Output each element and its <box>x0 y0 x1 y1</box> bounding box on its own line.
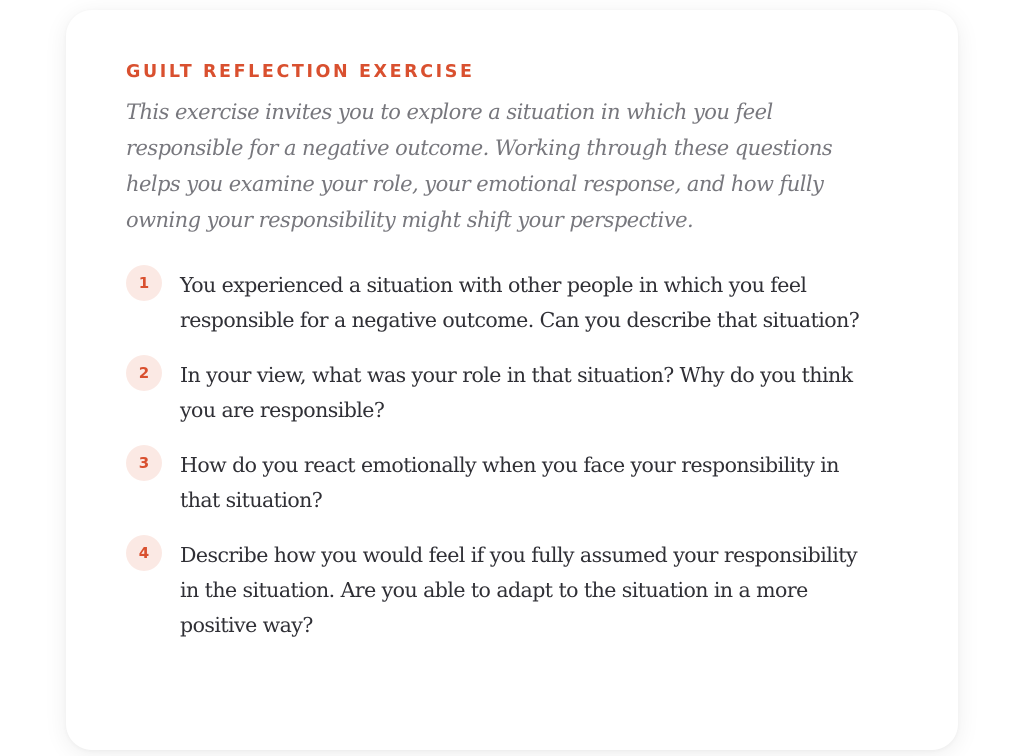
step-number-badge: 3 <box>126 445 162 481</box>
step-number-badge: 2 <box>126 355 162 391</box>
step-number-badge: 4 <box>126 535 162 571</box>
question-text: In your view, what was your role in that situation? Why do you think you are responsible? <box>180 363 853 422</box>
list-item <box>126 538 898 643</box>
question-text: How do you react emotionally when you face your responsibility in that situation? <box>180 453 839 512</box>
list-item <box>126 268 898 338</box>
exercise-intro: This exercise invites you to explore a situation in which you feel responsible for a negative outcome. Working through these questions helps you examine your role, your emotional response, and how fully owning your responsibility might shift your perspective. <box>126 100 833 232</box>
question-list <box>126 268 898 643</box>
question-text: Describe how you would feel if you fully assumed your responsibility in the situation. Are you able to adapt to the situation in a more positive way? <box>180 543 857 637</box>
step-number-badge: 1 <box>126 265 162 301</box>
list-item <box>126 448 898 518</box>
list-item <box>126 358 898 428</box>
exercise-card <box>66 10 958 750</box>
exercise-title: GUILT REFLECTION EXERCISE <box>126 62 475 82</box>
question-text: You experienced a situation with other people in which you feel responsible for a negative outcome. Can you describe that situation? <box>180 273 860 332</box>
